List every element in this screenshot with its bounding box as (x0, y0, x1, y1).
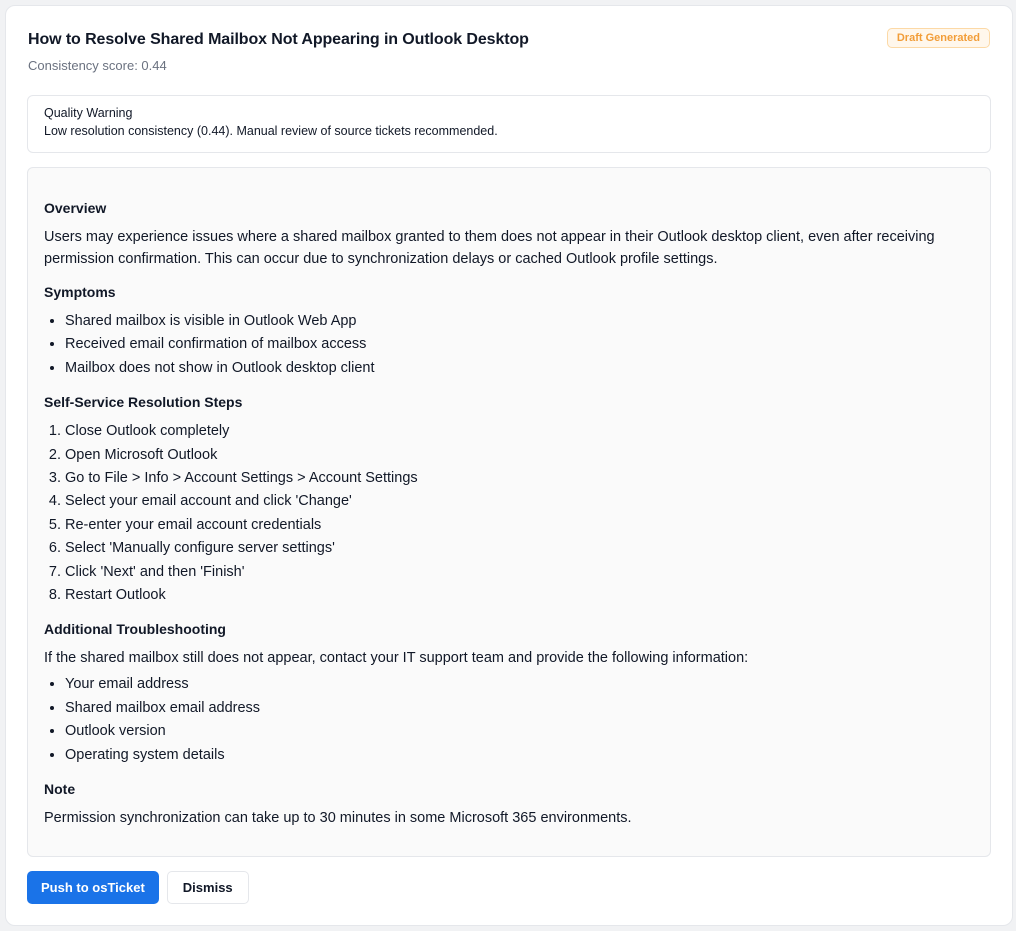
troubleshooting-text: If the shared mailbox still does not appear, contact your IT support team and provide the following information: (44, 650, 749, 667)
note-heading: Note (44, 781, 76, 798)
overview-text: Users may experience issues where a shared mailbox granted to them does not appear in their Outlook desktop client, even after receiving permission confirmation. This can occur due to synchronization delays or cached Outlook profile settings. (44, 229, 935, 267)
list-item: 2. Open Microsoft Outlook (65, 444, 974, 467)
list-item: 5. Re-enter your email account credentials (65, 514, 974, 537)
list-item: • Received email confirmation of mailbox access (65, 333, 974, 356)
action-bar (27, 871, 249, 904)
list-item: • Mailbox does not show in Outlook desktop client (65, 357, 974, 380)
list-item: 1. Close Outlook completely (65, 420, 974, 443)
article-content (27, 167, 991, 857)
consistency-score: Consistency score: 0.44 (28, 58, 167, 73)
list-item: • Shared mailbox email address (65, 697, 974, 720)
list-item: 3. Go to File > Info > Account Settings > Account Settings (65, 467, 974, 490)
list-item: 4. Select your email account and click 'Change' (65, 490, 974, 513)
steps-list (44, 420, 974, 607)
warning-text: Low resolution consistency (0.44). Manual review of source tickets recommended. (44, 124, 498, 138)
symptoms-list (44, 310, 974, 380)
list-item: 8. Restart Outlook (65, 584, 974, 607)
list-item: • Operating system details (65, 744, 974, 767)
troubleshooting-list (44, 673, 974, 767)
dismiss-button[interactable]: Dismiss (167, 871, 249, 904)
list-item: 6. Select 'Manually configure server settings' (65, 537, 974, 560)
kb-draft-card (5, 5, 1013, 926)
list-item: 7. Click 'Next' and then 'Finish' (65, 561, 974, 584)
push-to-osticket-button[interactable]: Push to osTicket (27, 871, 159, 904)
list-item: • Outlook version (65, 720, 974, 743)
article-title: How to Resolve Shared Mailbox Not Appearing in Outlook Desktop (28, 31, 529, 48)
symptoms-heading: Symptoms (44, 284, 116, 300)
overview-heading: Overview (44, 200, 107, 216)
note-text: Permission synchronization can take up to 30 minutes in some Microsoft 365 environments. (44, 810, 632, 827)
steps-heading: Self-Service Resolution Steps (44, 394, 243, 411)
status-badge: Draft Generated (887, 28, 990, 48)
list-item: • Your email address (65, 673, 974, 696)
quality-warning (27, 95, 991, 153)
warning-title: Quality Warning (44, 106, 133, 120)
troubleshooting-heading: Additional Troubleshooting (44, 621, 226, 638)
list-item: • Shared mailbox is visible in Outlook Web App (65, 310, 974, 333)
